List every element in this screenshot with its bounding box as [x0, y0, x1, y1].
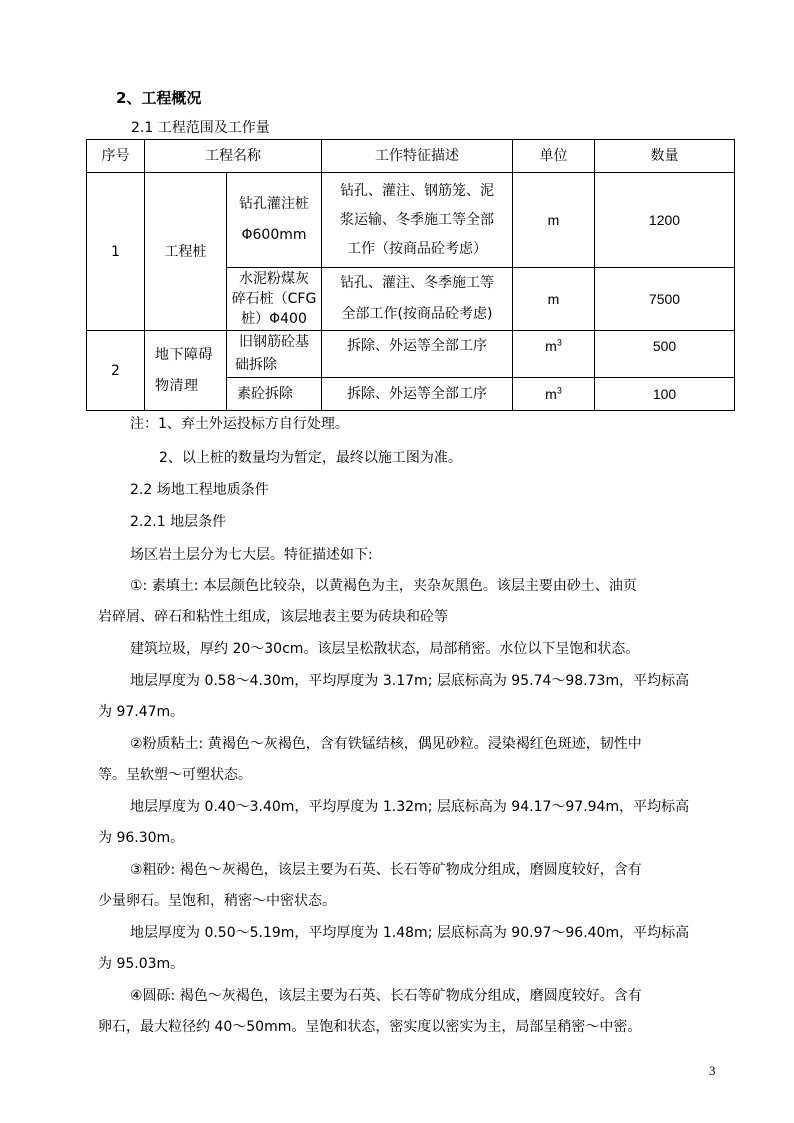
page-number: 3	[709, 1063, 716, 1078]
qty-rc-foundation: 500	[595, 331, 735, 378]
table-header-row	[87, 140, 735, 173]
group1-name: 工程桩	[145, 173, 227, 331]
qty-cfg-pile: 7500	[595, 268, 735, 331]
item-bored-pile	[227, 173, 322, 268]
unit-superscript: 3	[556, 385, 562, 396]
qty-bored-pile: 1200	[595, 173, 735, 268]
layer3-line: ③粗砂: 褐色～灰褐色，该层主要为石英、长石等矿物成分组成，磨圆度较好，含有	[130, 862, 642, 878]
layer1-thickness: 为 97.47m。	[98, 704, 185, 720]
item-line: 钻孔灌注桩	[239, 196, 309, 212]
item-line: 碎石桩（CFG	[231, 291, 317, 307]
desc-line: 钻孔、灌注、钢筋笼、泥	[340, 182, 494, 199]
header-desc: 工作特征描述	[322, 140, 513, 173]
note-2: 2、以上桩的数量均为暂定，最终以施工图为准。	[159, 450, 462, 466]
layer1-thickness: 地层厚度为 0.58～4.30m，平均厚度为 3.17m; 层底标高为 95.74～98.73m，平均标高	[130, 673, 690, 689]
table-row	[87, 173, 735, 268]
desc-line: 全部工作(按商品砼考虑)	[341, 306, 493, 322]
desc-line: 钻孔、灌注、冬季施工等	[340, 275, 494, 291]
unit-rc-foundation	[513, 331, 595, 378]
item-line: 桩）Φ400	[241, 311, 307, 327]
unit-superscript: 3	[556, 337, 562, 348]
group2-name-line: 物清理	[155, 377, 199, 394]
unit-cfg-pile: m	[513, 268, 595, 331]
layer1-line: ①: 素填土: 本层颜色比较杂，以黄褐色为主，夹杂灰黑色。该层主要由砂土、油页	[130, 578, 637, 594]
table-row	[87, 331, 735, 378]
group2-name	[145, 331, 227, 411]
group2-name-line: 地下障碍	[155, 346, 213, 363]
layer1-line: 建筑垃圾，厚约 20～30cm。该层呈松散状态，局部稍密。水位以下呈饱和状态。	[130, 641, 640, 657]
header-qty: 数量	[595, 140, 735, 173]
desc-bored-pile	[322, 173, 513, 268]
desc-plain-concrete: 拆除、外运等全部工序	[322, 378, 513, 411]
sub-title: 2.1 工程范围及工作量	[131, 120, 270, 136]
item-line: 水泥粉煤灰	[239, 271, 309, 287]
item-cfg-pile	[227, 268, 322, 331]
group2-seq: 2	[87, 331, 145, 411]
header-name: 工程名称	[145, 140, 322, 173]
layer3-thickness: 地层厚度为 0.50～5.19m，平均厚度为 1.48m; 层底标高为 90.97～96.40m，平均标高	[130, 925, 690, 941]
layer2-line: 等。呈软塑～可塑状态。	[98, 767, 252, 783]
unit-bored-pile: m	[513, 173, 595, 268]
qty-plain-concrete: 100	[595, 378, 735, 411]
header-seq: 序号	[87, 140, 145, 173]
layer2-line: ②粉质粘土: 黄褐色～灰褐色，含有铁锰结核，偶见砂粒。浸染褐红色斑迹，韧性中	[130, 736, 642, 752]
item-line: Φ600mm	[241, 227, 307, 243]
layer3-thickness: 为 95.03m。	[98, 956, 185, 972]
item-plain-concrete: 素砼拆除	[227, 378, 322, 411]
desc-rc-foundation: 拆除、外运等全部工序	[322, 331, 513, 378]
strata-intro: 场区岩土层分为七大层。特征描述如下:	[130, 547, 373, 563]
layer4-line: 卵石，最大粒径约 40～50mm。呈饱和状态，密实度以密实为主，局部呈稍密～中密。	[98, 1019, 642, 1035]
layer4-line: ④圆砾: 褐色～灰褐色，该层主要为石英、长石等矿物成分组成，磨圆度较好。含有	[130, 988, 642, 1004]
group1-seq: 1	[87, 173, 145, 331]
geo-section-title: 2.2 场地工程地质条件	[130, 482, 269, 498]
unit-text: m	[545, 386, 557, 402]
desc-line: 浆运输、冬季施工等全部	[340, 211, 494, 228]
strata-title: 2.2.1 地层条件	[130, 514, 227, 530]
desc-cfg-pile	[322, 268, 513, 331]
layer2-thickness: 地层厚度为 0.40～3.40m，平均厚度为 1.32m; 层底标高为 94.17～97.94m，平均标高	[130, 799, 690, 815]
header-unit: 单位	[513, 140, 595, 173]
section-title: 2、工程概况	[116, 89, 202, 107]
desc-line: 工作（按商品砼考虑）	[347, 240, 487, 257]
item-line: 础拆除	[235, 357, 277, 373]
layer3-line: 少量卵石。呈饱和，稍密～中密状态。	[98, 893, 336, 909]
unit-plain-concrete	[513, 378, 595, 411]
item-line: 旧钢筋砼基	[239, 334, 309, 350]
unit-text: m	[545, 338, 557, 354]
note-1: 注：1、弃土外运投标方自行处理。	[130, 416, 349, 432]
work-scope-table	[86, 139, 735, 411]
layer1-line: 岩碎屑、碎石和粘性土组成，该层地表主要为砖块和砼等	[98, 609, 448, 625]
item-rc-foundation	[227, 331, 322, 378]
layer2-thickness: 为 96.30m。	[98, 830, 185, 846]
